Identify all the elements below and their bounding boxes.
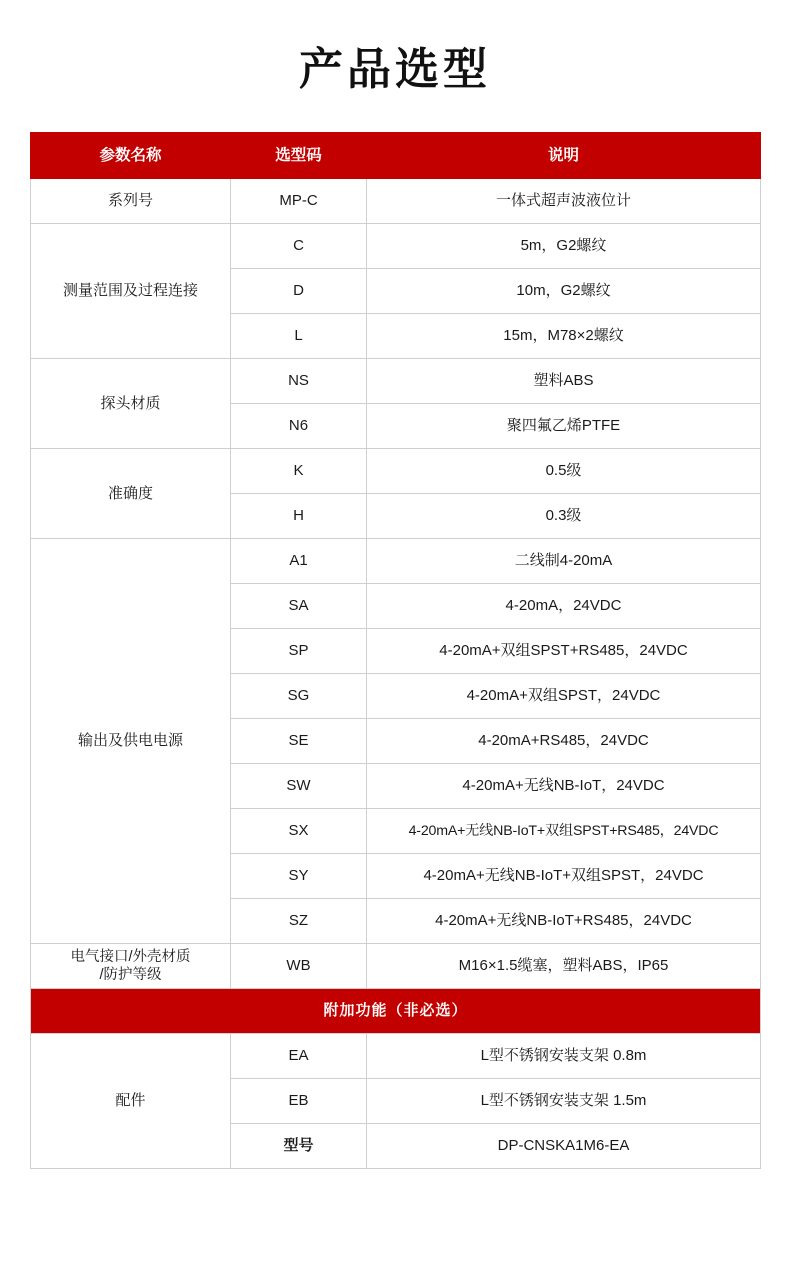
code-cell: SX	[231, 809, 367, 854]
desc-cell: L型不锈钢安装支架 0.8m	[367, 1034, 761, 1079]
column-header-code: 选型码	[231, 133, 367, 179]
desc-cell: 5m，G2螺纹	[367, 224, 761, 269]
code-cell: H	[231, 494, 367, 539]
code-cell: SW	[231, 764, 367, 809]
code-cell: SY	[231, 854, 367, 899]
desc-cell: M16×1.5缆塞，塑料ABS，IP65	[367, 944, 761, 989]
code-cell: N6	[231, 404, 367, 449]
param-cell-electrical-interface	[31, 944, 231, 989]
desc-cell: 10m，G2螺纹	[367, 269, 761, 314]
code-cell: EA	[231, 1034, 367, 1079]
code-cell: NS	[231, 359, 367, 404]
desc-cell: 4-20mA+无线NB-IoT+RS485，24VDC	[367, 899, 761, 944]
param-cell-range: 测量范围及过程连接	[31, 224, 231, 359]
desc-cell: 0.3级	[367, 494, 761, 539]
desc-cell: 4-20mA+无线NB-IoT+双组SPST，24VDC	[367, 854, 761, 899]
page-title: 产品选型	[299, 45, 491, 94]
desc-cell: 4-20mA+无线NB-IoT+双组SPST+RS485，24VDC	[367, 809, 761, 854]
code-cell: SP	[231, 629, 367, 674]
table-row	[31, 359, 761, 404]
section-band-label: 附加功能（非必选）	[31, 989, 761, 1034]
desc-cell: 4-20mA+双组SPST，24VDC	[367, 674, 761, 719]
table-header-row	[31, 133, 761, 179]
desc-cell: 4-20mA+双组SPST+RS485，24VDC	[367, 629, 761, 674]
desc-cell: 15m，M78×2螺纹	[367, 314, 761, 359]
desc-cell: L型不锈钢安装支架 1.5m	[367, 1079, 761, 1124]
table-body	[31, 179, 761, 1169]
desc-cell: 4-20mA，24VDC	[367, 584, 761, 629]
code-cell: SG	[231, 674, 367, 719]
code-cell: L	[231, 314, 367, 359]
table-row	[31, 449, 761, 494]
param-line-2: /防护等级	[99, 967, 162, 984]
code-cell: A1	[231, 539, 367, 584]
table-row	[31, 944, 761, 989]
code-cell-model-label: 型号	[231, 1124, 367, 1169]
param-line-1: 电气接口/外壳材质	[70, 948, 191, 965]
code-cell: WB	[231, 944, 367, 989]
code-cell: C	[231, 224, 367, 269]
param-cell-accessory: 配件	[31, 1034, 231, 1169]
code-cell: SE	[231, 719, 367, 764]
desc-cell: 聚四氟乙烯PTFE	[367, 404, 761, 449]
column-header-desc: 说明	[367, 133, 761, 179]
desc-cell: 4-20mA+RS485，24VDC	[367, 719, 761, 764]
code-cell: SZ	[231, 899, 367, 944]
spec-table-container	[0, 132, 790, 1169]
param-cell-accuracy: 准确度	[31, 449, 231, 539]
code-cell: D	[231, 269, 367, 314]
code-cell: EB	[231, 1079, 367, 1124]
code-cell: K	[231, 449, 367, 494]
table-row	[31, 224, 761, 269]
table-header	[31, 133, 761, 179]
param-cell-probe-material: 探头材质	[31, 359, 231, 449]
code-cell: SA	[231, 584, 367, 629]
param-cell-output-power: 输出及供电电源	[31, 539, 231, 944]
param-cell-series: 系列号	[31, 179, 231, 224]
code-cell: MP-C	[231, 179, 367, 224]
desc-cell: 一体式超声波液位计	[367, 179, 761, 224]
column-header-param: 参数名称	[31, 133, 231, 179]
desc-cell: 0.5级	[367, 449, 761, 494]
table-row	[31, 539, 761, 584]
desc-cell: 塑料ABS	[367, 359, 761, 404]
desc-cell: 4-20mA+无线NB-IoT，24VDC	[367, 764, 761, 809]
table-row	[31, 179, 761, 224]
section-band-row	[31, 989, 761, 1034]
desc-cell-model-value: DP-CNSKA1M6-EA	[367, 1124, 761, 1169]
product-selection-table	[30, 132, 761, 1169]
table-row	[31, 1034, 761, 1079]
desc-cell: 二线制4-20mA	[367, 539, 761, 584]
